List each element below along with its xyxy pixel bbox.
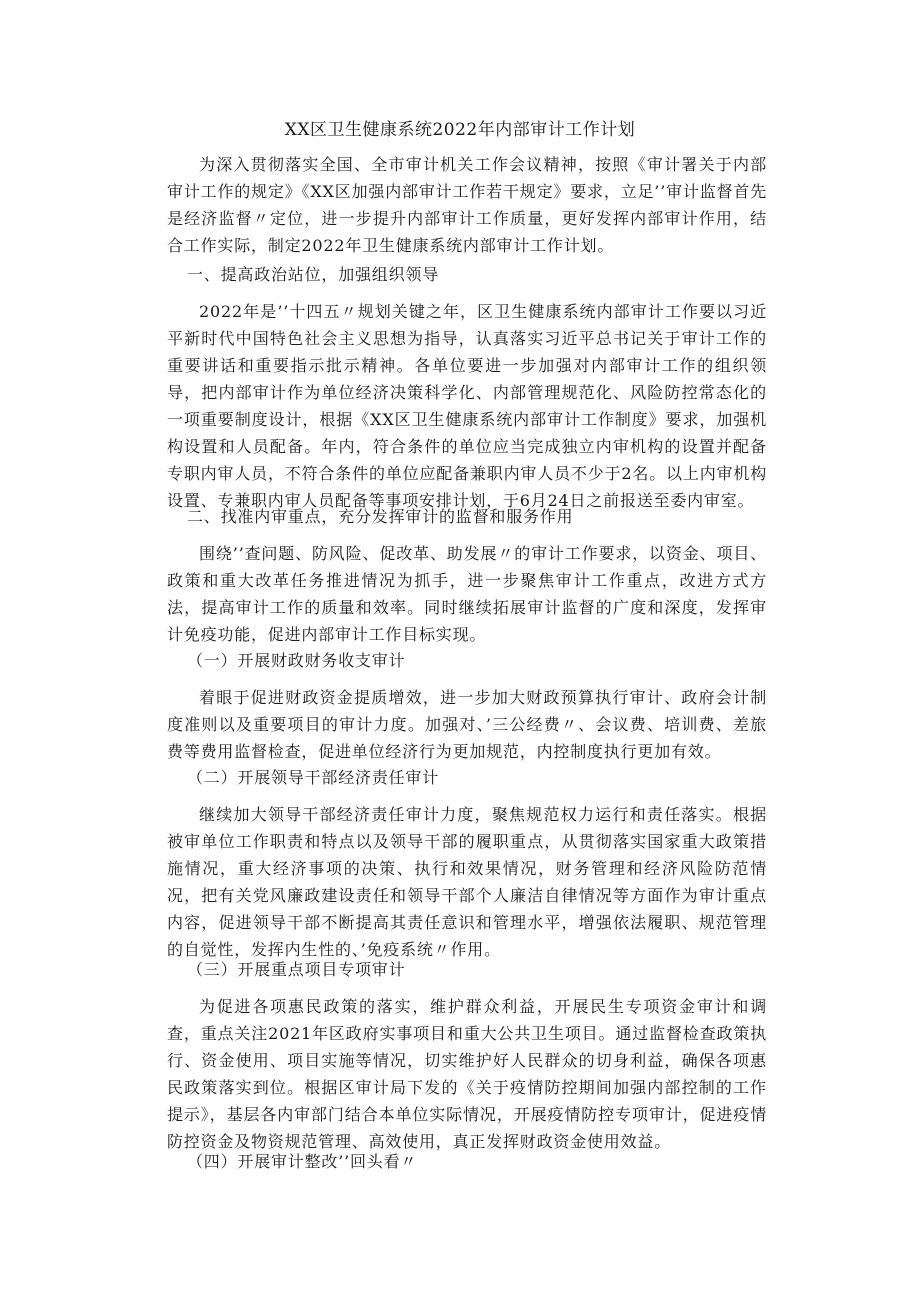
section-1-heading: 一、提高政治站位，加强组织领导 [187,265,440,284]
document-title: XX区卫生健康系统2022年内部审计工作计划 [284,120,636,140]
subsection-1-heading: （一）开展财政财务收支审计 [187,651,406,670]
subsection-1-paragraph: 着眼于促进财政资金提质增效，进一步加大财政预算执行审计、政府会计制度准则以及重要项目的审计力度。加强对、’三公经费〃、会议费、培训费、差旅费等费用监督检查，促进单位经济行为更加规范，内控制度执行更加有效。 [167,688,767,761]
section-1-paragraph: 2022年是’’十四五〃规划关键之年，区卫生健康系统内部审计工作要以习近平新时代中国特色社会主义思想为指导，认真落实习近平总书记关于审计工作的重要讲话和重要指示批示精神。各单位要进一步加强对内部审计工作的组织领导，把内部审计作为单位经济决策科学化、内部管理规范化、风险防控常态化的一项重要制度设计，根据《XX区卫生健康系统内部审计工作制度》要求，加强机构设置和人员配备。年内，符合条件的单位应当完成独立内审机构的设置并配备专职内审人员，不符合条件的单位应配备兼职内审人员不少于2名。以上内审机构设置、专兼职内审人员配备等事项安排计划，于6月24日之前报送至委内审室。 [167,302,767,510]
subsection-3-heading: （三）开展重点项目专项审计 [187,960,406,979]
subsection-2-paragraph: 继续加大领导干部经济责任审计力度，聚焦规范权力运行和责任落实。根据被审单位工作职责和特点以及领导干部的履职重点，从贯彻落实国家重大政策措施情况，重大经济事项的决策、执行和效果情况，财务管理和经济风险防范情况，把有关党风廉政建设责任和领导干部个人廉洁自律情况等方面作为审计重点内容，促进领导干部不断提高其责任意识和管理水平，增强依法履职、规范管理的自觉性，发挥内生性的、’免疫系统〃作用。 [167,805,767,959]
subsection-2-heading: （二）开展领导干部经济责任审计 [187,768,440,787]
subsection-4-heading: （四）开展审计整改’’回头看〃 [187,1152,418,1171]
section-2-heading: 二、找准内审重点，充分发挥审计的监督和服务作用 [187,507,574,526]
subsection-3-paragraph: 为促进各项惠民政策的落实，维护群众利益，开展民生专项资金审计和调查，重点关注2021年区政府实事项目和重大公共卫生项目。通过监督检查政策执行、资金使用、项目实施等情况，切实维护好人民群众的切身利益，确保各项惠民政策落实到位。根据区审计局下发的《关于疫情防控期间加强内部控制的工作提示》，基层各内审部门结合本单位实际情况，开展疫情防控专项审计，促进疫情防控资金及物资规范管理、高效使用，真正发挥财政资金使用效益。 [167,997,767,1151]
intro-paragraph: 为深入贯彻落实全国、全市审计机关工作会议精神，按照《审计署关于内部审计工作的规定》《XX区加强内部审计工作若干规定》要求，立足’’审计监督首先是经济监督〃定位，进一步提升内部审计工作质量，更好发挥内部审计作用，结合工作实际，制定2022年卫生健康系统内部审计工作计划。 [167,155,767,255]
section-2-paragraph: 围绕’’查问题、防风险、促改革、助发展〃的审计工作要求，以资金、项目、政策和重大改革任务推进情况为抓手，进一步聚焦审计工作重点，改进方式方法，提高审计工作的质量和效率。同时继续拓展审计监督的广度和深度，发挥审计免疫功能，促进内部审计工作目标实现。 [167,544,767,644]
